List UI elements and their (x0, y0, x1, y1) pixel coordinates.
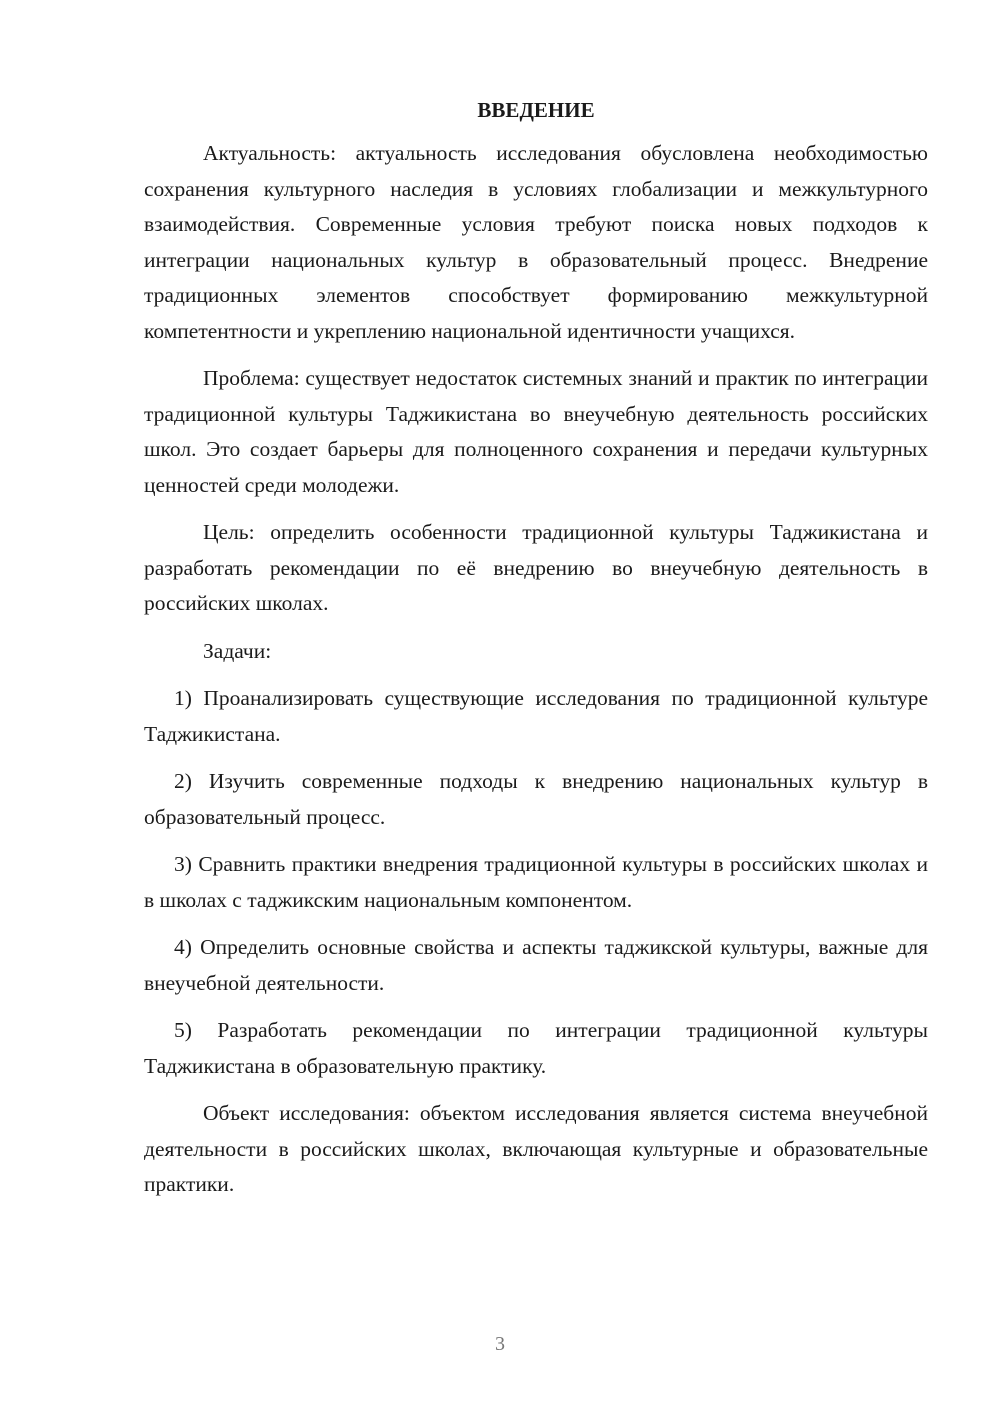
task-item-1: 1) Проанализировать существующие исследования по традиционной культуре Таджикистана. (144, 686, 928, 746)
task-item-4: 4) Определить основные свойства и аспекты таджикской культуры, важные для внеучебной деятельности. (144, 935, 928, 995)
section-title: ВВЕДЕНИЕ (477, 98, 595, 122)
task-item-3: 3) Сравнить практики внедрения традиционной культуры в российских школах и в школах с таджикским национальным компонентом. (144, 852, 928, 912)
paragraph-object: Объект исследования: объектом исследования является система внеучебной деятельности в российских школах, включающая культурные и образовательные практики. (144, 1101, 928, 1196)
paragraph-problem: Проблема: существует недостаток системных знаний и практик по интеграции традиционной культуры Таджикистана во внеучебную деятельность российских школ. Это создает барьеры для полноценного сохранения и передачи культурных ценностей среди молодежи. (144, 366, 928, 497)
document-page (144, 94, 928, 1203)
task-item-2: 2) Изучить современные подходы к внедрению национальных культур в образовательный процесс. (144, 769, 928, 829)
paragraph-relevance: Актуальность: актуальность исследования обусловлена необходимостью сохранения культурного наследия в условиях глобализации и межкультурного взаимодействия. Современные условия требуют поиска новых подходов к интеграции национальных культур в образовательный процесс. Внедрение традиционных элементов способствует формированию межкультурной компетентности и укреплению национальной идентичности учащихся. (144, 141, 928, 343)
paragraph-goal: Цель: определить особенности традиционной культуры Таджикистана и разработать рекомендации по её внедрению во внеучебную деятельность в российских школах. (144, 520, 928, 615)
page-number: 3 (495, 1333, 505, 1355)
task-item-5: 5) Разработать рекомендации по интеграции традиционной культуры Таджикистана в образовательную практику. (144, 1018, 928, 1078)
tasks-heading: Задачи: (203, 638, 272, 663)
